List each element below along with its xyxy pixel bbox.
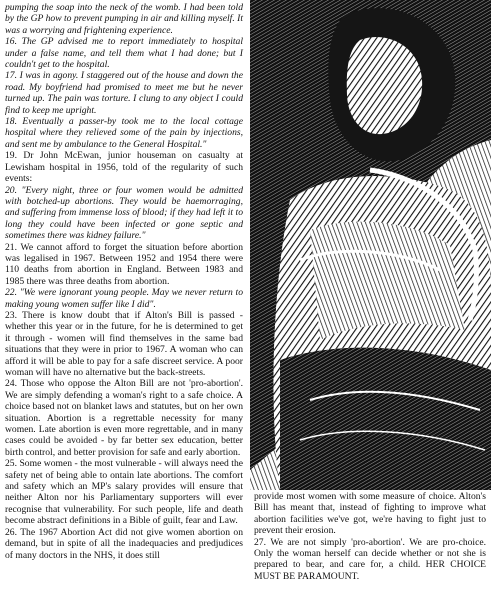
paragraph: 16. The GP advised me to report immediately to hospital under a false name, and tell them what I had done; but I couldn't get to the hospital. [5,36,243,71]
paragraph: 26. The 1967 Abortion Act did not give women abortion on demand, but in spite of all the inadequacies and predjudices of many doctors in the NHS, it does still [5,526,243,561]
paragraph: 19. Dr John McEwan, junior houseman on casualty at Lewisham hospital in 1956, told of the regularity of such events: [5,150,243,185]
paragraph: 20. "Every night, three or four women would be admitted with botched-up abortions. They would be haemorraging, and suffering from immense loss of blood; if they had left it to long they could have been infected or gone septic and sometimes there was kidney failure." [5,184,243,242]
woodcut-figure-illustration [250,0,491,490]
paragraph: pumping the soap into the neck of the womb. I had been told by the GP how to prevent pumping in air and killing myself. It was a worrying and frightening experience. [5,2,243,36]
paragraph: 18. Eventually a passer-by took me to the local cottage hospital where they relieved some of the pain by injections, and sent me by ambulance to the General Hospital." [5,116,243,150]
paragraph: 25. Some women - the most vulnerable - will always need the safety net of being able to ontain late abortions. The comfort and safety which an MP's salary provides will ensure that neither Alton nor his Parliamentary supporters will ever recognise that vulnerability. For such people, life and death become abstract definitions in a Bible of guilt, fear and Law. [5,458,243,527]
paragraph: 22. "We were ignorant young people. May we never return to making young women suffer like I did". [5,287,243,310]
paragraph: 17. I was in agony. I staggered out of the house and down the road. My boyfriend had promised to meet me but he never turned up. The pain was torture. I clung to any object I could find to keep me upright. [5,70,243,116]
paragraph: provide most women with some measure of choice. Alton's Bill has meant that, instead of fighting to improve what abortion facilities we've got, we're having to fight just to prevent their erosion. [254,491,486,537]
paragraph: 23. There is know doubt that if Alton's Bill is passed - whether this year or in the future, for he is determined to get it through - women will find themselves in the same bad situations that they were in prior to 1967. A woman who can afford it will be able to pay for a safe discreet service. A poor woman will have no alternative but the back-streets. [5,309,243,378]
paragraph: 27. We are not simply 'pro-abortion'. We are pro-choice. Only the woman herself can decide whether or not she is prepared to bear, and care for, a child. HER CHOICE MUST BE PARAMOUNT. [254,536,486,582]
right-text-column [254,491,486,582]
paragraph: 24. Those who oppose the Alton Bill are not 'pro-abortion'. We are simply defending a woman's right to a safe choice. A choice based not on blanket laws and statutes, but on her own situation. Abortion is a regrettable necessity for many women. Late abortion is even more regrettable, and in many cases could be avoided - by far better sex education, better birth control, and better provision for safe and early abortion. [5,378,243,458]
paragraph: 21. We cannot afford to forget the situation before abortion was legalised in 1967. Between 1952 and 1954 there were 110 deaths from abortion in England. Between 1983 and 1985 there was three deaths from abortion. [5,241,243,287]
left-text-column [5,2,243,561]
